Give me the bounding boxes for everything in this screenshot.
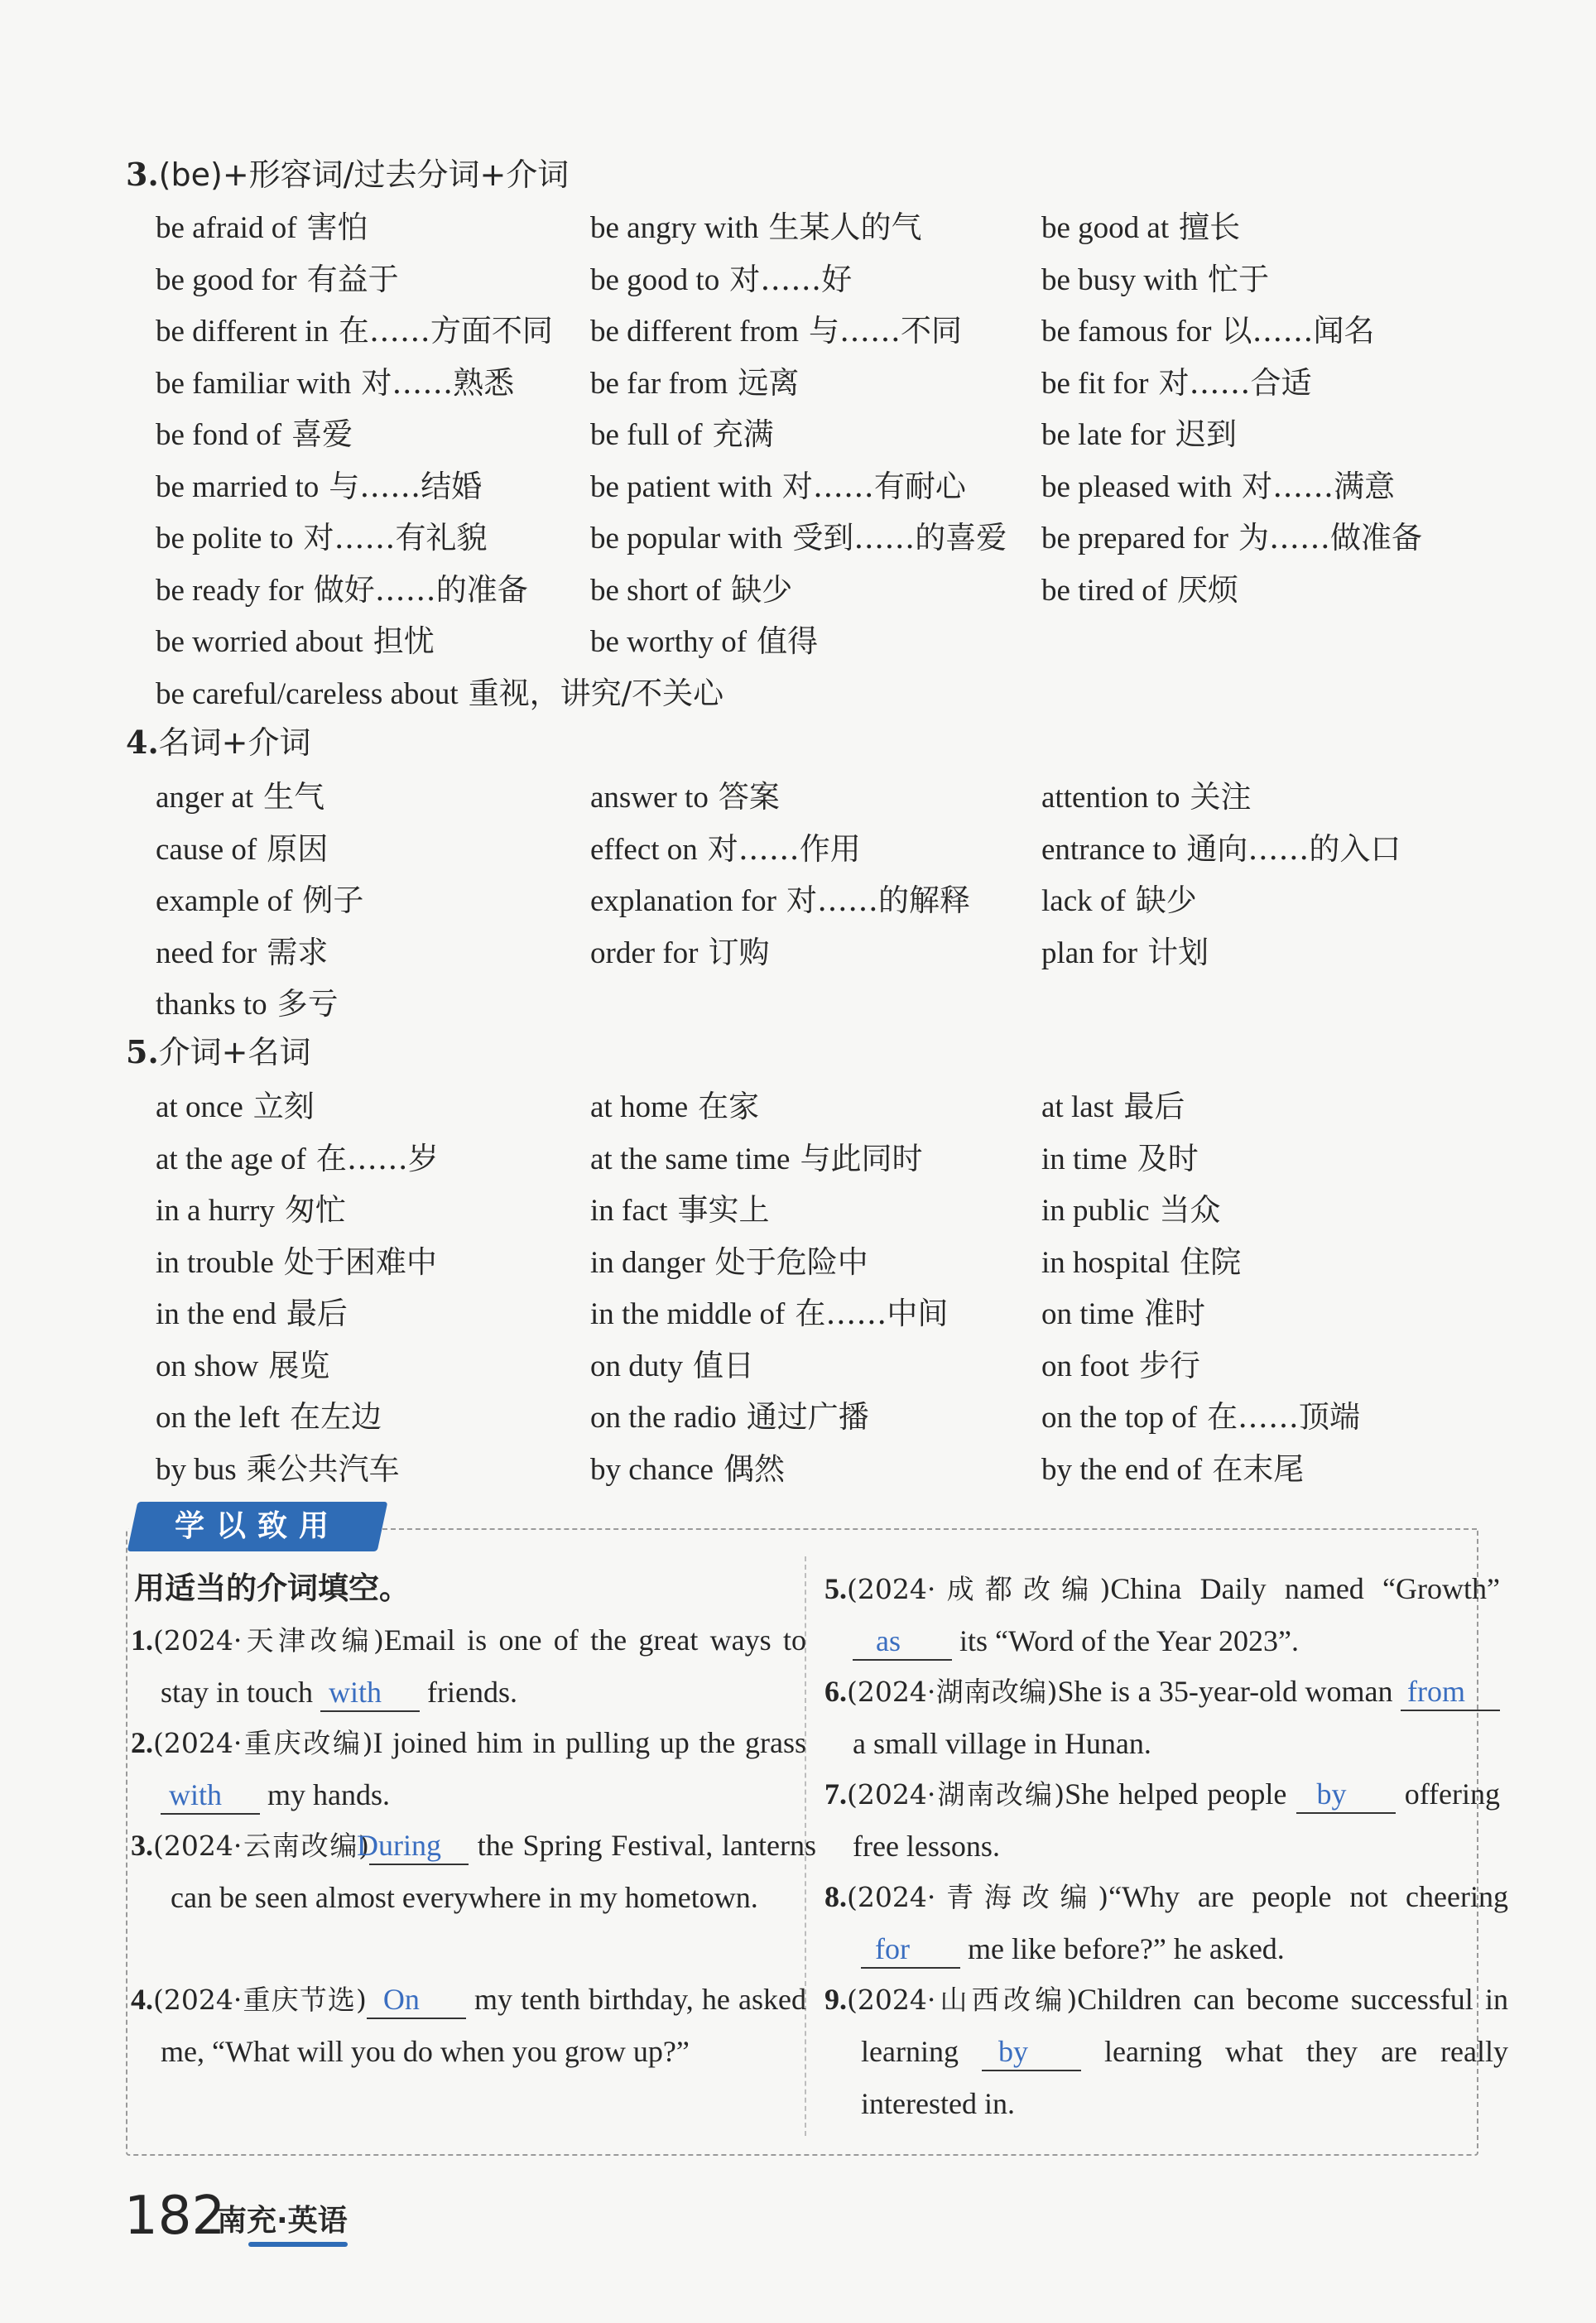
phrase-chinese: 充满 bbox=[712, 416, 774, 452]
question-text: me like before?” he asked. bbox=[960, 1932, 1285, 1965]
phrase-chinese: 原因 bbox=[267, 830, 329, 867]
phrase-chinese: 在末尾 bbox=[1212, 1450, 1305, 1487]
phrase-chinese: 最后 bbox=[286, 1296, 348, 1331]
phrase-chinese: 对……的解释 bbox=[786, 883, 970, 918]
phrase-chinese: 受到……的喜爱 bbox=[792, 520, 1007, 556]
phrase-english: be fit for bbox=[1041, 366, 1149, 401]
phrase-entry bbox=[590, 1185, 769, 1229]
answer-blank[interactable]: as bbox=[853, 1623, 952, 1661]
phrase-entry bbox=[156, 1081, 315, 1126]
phrase-english: anger at bbox=[156, 781, 254, 815]
question-source: (2024·山西改编) bbox=[847, 1984, 1078, 2016]
phrase-chinese: 最后 bbox=[1123, 1089, 1185, 1124]
question-text: She is a 35-year-old woman bbox=[1057, 1675, 1401, 1708]
phrase-english: on time bbox=[1041, 1297, 1135, 1331]
phrase-entry bbox=[1041, 1444, 1304, 1489]
phrase-chinese: 需求 bbox=[267, 934, 329, 970]
phrase-entry bbox=[1041, 1133, 1199, 1178]
phrase-english: be full of bbox=[590, 418, 703, 452]
phrase-english: at the age of bbox=[156, 1142, 306, 1176]
phrase-english: in public bbox=[1041, 1194, 1150, 1228]
question-text: my tenth birthday, he asked me, “What will you do when you grow up?” bbox=[161, 1983, 806, 2068]
phrase-chinese: 事实上 bbox=[677, 1192, 770, 1228]
phrase-chinese: 在……岁 bbox=[315, 1140, 439, 1176]
phrase-chinese: 准时 bbox=[1144, 1296, 1206, 1331]
phrase-entry bbox=[156, 358, 514, 402]
phrase-chinese: 喜爱 bbox=[291, 416, 353, 452]
phrase-chinese: 值日 bbox=[693, 1347, 755, 1383]
question-text: China Daily named “Growth” bbox=[1110, 1572, 1500, 1605]
phrase-english: be pleased with bbox=[1041, 469, 1233, 504]
phrase-english: be busy with bbox=[1041, 262, 1199, 297]
phrase-english: in time bbox=[1041, 1142, 1127, 1176]
phrase-entry bbox=[590, 772, 780, 816]
question-number: 8. bbox=[824, 1880, 847, 1913]
question-text: Children can become successful in learning bbox=[861, 1983, 1508, 2068]
phrase-english: on the top of bbox=[1041, 1401, 1198, 1435]
phrase-english: on show bbox=[156, 1349, 259, 1383]
question-3 bbox=[131, 1820, 816, 1924]
phrase-english: example of bbox=[156, 884, 293, 918]
question-source: (2024·湖南改编) bbox=[847, 1676, 1058, 1708]
phrase-chinese: 生气 bbox=[263, 779, 325, 815]
phrase-entry bbox=[156, 565, 528, 609]
section-title: 3.(be)+形容词/过去分词+介词 bbox=[126, 156, 570, 193]
phrase-english: be fond of bbox=[156, 418, 282, 452]
phrase-english: entrance to bbox=[1041, 832, 1177, 867]
question-source: (2024·云南改编) bbox=[153, 1830, 370, 1862]
answer-blank[interactable]: On bbox=[367, 1981, 466, 2019]
phrase-chinese: 多亏 bbox=[276, 986, 339, 1022]
phrase-english: in trouble bbox=[156, 1245, 274, 1280]
phrase-chinese: 处于困难中 bbox=[283, 1243, 437, 1280]
question-5 bbox=[824, 1563, 1500, 1667]
phrase-chinese: 害怕 bbox=[306, 209, 368, 245]
phrase-entry bbox=[590, 461, 966, 506]
phrase-entry bbox=[1041, 565, 1238, 609]
answer-blank[interactable]: from bbox=[1401, 1673, 1500, 1711]
phrase-entry bbox=[156, 979, 339, 1023]
phrase-english: be different in bbox=[156, 315, 329, 349]
phrase-english: be good at bbox=[1041, 211, 1170, 245]
question-4 bbox=[131, 1974, 806, 2078]
phrase-entry bbox=[156, 668, 723, 713]
phrase-chinese: 关注 bbox=[1190, 779, 1252, 815]
phrase-english: be good to bbox=[590, 262, 720, 297]
phrase-english: in hospital bbox=[1041, 1245, 1171, 1280]
phrase-entry bbox=[1041, 875, 1197, 920]
phrase-english: need for bbox=[156, 935, 257, 970]
phrase-entry bbox=[156, 616, 435, 661]
phrase-chinese: 当众 bbox=[1159, 1192, 1221, 1228]
phrase-entry bbox=[156, 254, 399, 299]
phrase-entry bbox=[1041, 409, 1237, 454]
phrase-english: be prepared for bbox=[1041, 522, 1228, 556]
question-number: 6. bbox=[824, 1675, 847, 1708]
phrase-entry bbox=[590, 927, 769, 972]
phrase-english: lack of bbox=[1041, 884, 1126, 918]
phrase-english: on the radio bbox=[590, 1401, 737, 1435]
phrase-entry bbox=[1041, 1237, 1241, 1282]
phrase-chinese: 生某人的气 bbox=[768, 209, 922, 245]
badge-label: 学以致用 bbox=[174, 1509, 340, 1543]
phrase-entry bbox=[590, 1081, 759, 1126]
phrase-entry bbox=[1041, 305, 1375, 350]
answer-blank[interactable]: with bbox=[161, 1777, 260, 1815]
question-text: She helped people bbox=[1065, 1777, 1296, 1811]
phrase-chinese: 与……不同 bbox=[809, 313, 963, 349]
phrase-entry bbox=[590, 565, 792, 609]
phrase-entry bbox=[590, 1237, 868, 1282]
phrase-entry bbox=[590, 358, 799, 402]
answer-blank[interactable]: by bbox=[982, 2033, 1081, 2071]
phrase-entry bbox=[590, 1444, 785, 1489]
phrase-english: be late for bbox=[1041, 418, 1166, 452]
phrase-entry bbox=[1041, 512, 1422, 557]
question-text: my hands. bbox=[260, 1778, 390, 1811]
phrase-chinese: 对……有礼貌 bbox=[303, 520, 488, 556]
phrase-entry bbox=[590, 824, 861, 868]
phrase-chinese: 立刻 bbox=[252, 1089, 315, 1124]
phrase-chinese: 对……有耐心 bbox=[781, 468, 966, 504]
phrase-chinese: 对……合适 bbox=[1158, 364, 1312, 401]
section-title: 4.名词+介词 bbox=[126, 724, 311, 761]
phrase-entry bbox=[156, 1133, 439, 1178]
phrase-entry bbox=[156, 824, 328, 868]
phrase-entry bbox=[156, 1237, 437, 1282]
phrase-entry bbox=[1041, 1081, 1185, 1126]
phrase-english: effect on bbox=[590, 832, 698, 867]
question-1 bbox=[131, 1614, 806, 1719]
phrase-entry bbox=[590, 512, 1007, 557]
phrase-chinese: 担忧 bbox=[373, 623, 435, 659]
phrase-chinese: 缺少 bbox=[731, 571, 793, 608]
question-source: (2024·重庆节选) bbox=[153, 1984, 367, 2016]
answer-blank[interactable]: During bbox=[369, 1827, 469, 1865]
phrase-english: on duty bbox=[590, 1349, 684, 1383]
phrase-english: be familiar with bbox=[156, 366, 352, 401]
phrase-english: at last bbox=[1041, 1090, 1114, 1124]
phrase-english: attention to bbox=[1041, 781, 1180, 815]
phrase-entry bbox=[1041, 772, 1252, 816]
phrase-entry bbox=[156, 512, 487, 557]
phrase-english: at once bbox=[156, 1090, 243, 1124]
phrase-english: on foot bbox=[1041, 1349, 1129, 1383]
phrase-chinese: 在……中间 bbox=[795, 1296, 949, 1331]
phrase-english: be married to bbox=[156, 469, 320, 504]
phrase-entry bbox=[1041, 254, 1269, 299]
phrase-english: by bus bbox=[156, 1452, 237, 1487]
phrase-entry bbox=[156, 202, 368, 247]
question-text: its “Word of the Year 2023”. bbox=[952, 1624, 1300, 1657]
phrase-english: be popular with bbox=[590, 522, 783, 556]
question-text: “Why are people not cheering bbox=[1108, 1880, 1508, 1913]
phrase-entry bbox=[156, 1444, 400, 1489]
phrase-entry bbox=[1041, 927, 1209, 972]
phrase-english: be ready for bbox=[156, 573, 304, 608]
phrase-chinese: 做好……的准备 bbox=[313, 571, 528, 608]
question-8 bbox=[824, 1871, 1508, 1975]
phrase-english: by the end of bbox=[1041, 1452, 1203, 1487]
phrase-english: in the end bbox=[156, 1297, 276, 1331]
phrase-chinese: 在家 bbox=[698, 1089, 760, 1124]
phrase-english: be careful/careless about bbox=[156, 676, 459, 711]
phrase-chinese: 与……结婚 bbox=[329, 468, 483, 504]
phrase-chinese: 通向……的入口 bbox=[1186, 830, 1401, 867]
phrase-english: be famous for bbox=[1041, 315, 1212, 349]
phrase-english: in fact bbox=[590, 1194, 668, 1228]
phrase-entry bbox=[1041, 1392, 1360, 1436]
phrase-chinese: 例子 bbox=[302, 883, 364, 918]
phrase-chinese: 缺少 bbox=[1135, 883, 1197, 918]
phrase-english: be far from bbox=[590, 366, 728, 401]
question-text: I joined him in pulling up the grass bbox=[373, 1726, 806, 1759]
phrase-chinese: 为……做准备 bbox=[1238, 520, 1422, 556]
section-title: 5.介词+名词 bbox=[126, 1033, 311, 1070]
phrase-entry bbox=[590, 1392, 869, 1436]
phrase-english: be tired of bbox=[1041, 573, 1168, 608]
phrase-entry bbox=[590, 875, 970, 920]
question-text: the Spring Festival, lanterns can be seen almost everywhere in my hometown. bbox=[171, 1829, 816, 1914]
answer-blank[interactable]: for bbox=[861, 1931, 960, 1969]
phrase-chinese: 以……闻名 bbox=[1221, 313, 1375, 349]
phrase-entry bbox=[1041, 1185, 1221, 1229]
phrase-entry bbox=[156, 305, 553, 350]
question-number: 9. bbox=[824, 1983, 847, 2016]
phrase-entry bbox=[590, 305, 962, 350]
phrase-entry bbox=[590, 1133, 922, 1178]
phrase-english: be worried about bbox=[156, 625, 363, 659]
phrase-entry bbox=[590, 616, 818, 661]
phrase-chinese: 乘公共汽车 bbox=[246, 1450, 400, 1487]
phrase-english: be good for bbox=[156, 262, 297, 297]
phrase-chinese: 偶然 bbox=[723, 1450, 785, 1487]
question-number: 7. bbox=[824, 1777, 847, 1811]
question-source: (2024·重庆改编) bbox=[153, 1727, 373, 1759]
phrase-chinese: 与此同时 bbox=[800, 1140, 923, 1176]
phrase-chinese: 处于危险中 bbox=[714, 1243, 868, 1280]
phrase-chinese: 在……方面不同 bbox=[338, 313, 553, 349]
phrase-chinese: 对……熟悉 bbox=[361, 364, 515, 401]
phrase-english: by chance bbox=[590, 1452, 714, 1487]
phrase-chinese: 远离 bbox=[738, 364, 800, 401]
phrase-chinese: 匆忙 bbox=[284, 1192, 346, 1228]
question-number: 5. bbox=[824, 1572, 847, 1605]
phrase-english: in a hurry bbox=[156, 1194, 275, 1228]
phrase-english: in the middle of bbox=[590, 1297, 786, 1331]
phrase-chinese: 迟到 bbox=[1175, 416, 1237, 452]
phrase-entry bbox=[156, 772, 324, 816]
phrase-entry bbox=[1041, 461, 1395, 506]
phrase-entry bbox=[1041, 1340, 1200, 1385]
phrase-entry bbox=[156, 1185, 346, 1229]
phrase-chinese: 答案 bbox=[718, 779, 780, 815]
phrase-entry bbox=[1041, 358, 1311, 402]
question-source: (2024·青海改编) bbox=[847, 1881, 1109, 1913]
question-6 bbox=[824, 1666, 1500, 1770]
phrase-english: be patient with bbox=[590, 469, 772, 504]
question-source: (2024·成都改编) bbox=[847, 1573, 1111, 1605]
practice-badge bbox=[132, 1502, 382, 1551]
answer-blank[interactable]: with bbox=[320, 1674, 420, 1712]
phrase-english: at home bbox=[590, 1090, 689, 1124]
phrase-chinese: 通过广播 bbox=[746, 1399, 869, 1435]
phrase-entry bbox=[1041, 1288, 1205, 1333]
practice-box-top-border bbox=[382, 1528, 1477, 1530]
phrase-entry bbox=[590, 1340, 754, 1385]
footer-label: 南充·英语 bbox=[217, 2204, 348, 2238]
phrase-entry bbox=[590, 254, 852, 299]
page-number: 182 bbox=[124, 2186, 226, 2247]
question-number: 1. bbox=[131, 1623, 153, 1657]
phrase-entry bbox=[156, 927, 328, 972]
question-7 bbox=[824, 1768, 1500, 1873]
phrase-chinese: 计划 bbox=[1147, 934, 1209, 970]
phrase-chinese: 值得 bbox=[757, 623, 819, 659]
phrase-chinese: 厌烦 bbox=[1177, 571, 1239, 608]
phrase-entry bbox=[156, 1340, 329, 1385]
phrase-chinese: 在左边 bbox=[290, 1399, 382, 1435]
phrase-entry bbox=[156, 875, 363, 920]
phrase-english: be angry with bbox=[590, 211, 759, 245]
phrase-english: thanks to bbox=[156, 988, 267, 1022]
phrase-entry bbox=[156, 1392, 382, 1436]
footer-accent-bar bbox=[248, 2242, 348, 2247]
question-number: 3. bbox=[131, 1829, 153, 1862]
question-number: 4. bbox=[131, 1983, 153, 2016]
phrase-english: at the same time bbox=[590, 1142, 791, 1176]
phrase-english: be polite to bbox=[156, 522, 294, 556]
phrase-entry bbox=[590, 1288, 948, 1333]
question-9 bbox=[824, 1974, 1508, 2130]
phrase-english: be short of bbox=[590, 573, 722, 608]
phrase-chinese: 展览 bbox=[268, 1347, 330, 1383]
phrase-english: answer to bbox=[590, 781, 709, 815]
phrase-entry bbox=[1041, 202, 1240, 247]
instruction: 用适当的介词填空。 bbox=[134, 1570, 410, 1606]
question-text: offering free lessons. bbox=[853, 1777, 1500, 1863]
phrase-entry bbox=[590, 202, 921, 247]
phrase-chinese: 住院 bbox=[1180, 1243, 1242, 1280]
phrase-entry bbox=[156, 409, 353, 454]
question-text: friends. bbox=[419, 1676, 517, 1709]
phrase-english: on the left bbox=[156, 1401, 281, 1435]
answer-blank[interactable]: by bbox=[1296, 1776, 1396, 1814]
phrase-english: plan for bbox=[1041, 935, 1138, 970]
phrase-english: be afraid of bbox=[156, 211, 297, 245]
phrase-chinese: 对……好 bbox=[729, 261, 853, 297]
phrase-chinese: 步行 bbox=[1138, 1347, 1200, 1383]
phrase-entry bbox=[156, 1288, 348, 1333]
question-number: 2. bbox=[131, 1726, 153, 1759]
phrase-chinese: 在……顶端 bbox=[1207, 1399, 1361, 1435]
question-2 bbox=[131, 1717, 806, 1821]
phrase-chinese: 对……满意 bbox=[1242, 468, 1396, 504]
question-text: a small village in Hunan. bbox=[853, 1727, 1151, 1760]
phrase-english: be different from bbox=[590, 315, 800, 349]
phrase-english: order for bbox=[590, 935, 699, 970]
question-text: learning what they are really interested in. bbox=[861, 2035, 1508, 2120]
phrase-chinese: 忙于 bbox=[1208, 261, 1270, 297]
phrase-chinese: 有益于 bbox=[306, 261, 399, 297]
phrase-english: be worthy of bbox=[590, 625, 748, 659]
phrase-english: in danger bbox=[590, 1245, 705, 1280]
phrase-entry bbox=[1041, 824, 1401, 868]
question-source: (2024·湖南改编) bbox=[847, 1778, 1065, 1811]
phrase-english: cause of bbox=[156, 832, 257, 867]
phrase-chinese: 订购 bbox=[708, 934, 770, 970]
question-source: (2024·天津改编) bbox=[153, 1624, 384, 1657]
phrase-chinese: 重视，讲究/不关心 bbox=[468, 675, 724, 711]
phrase-entry bbox=[590, 409, 774, 454]
phrase-chinese: 对……作用 bbox=[707, 830, 861, 867]
phrase-english: explanation for bbox=[590, 884, 776, 918]
phrase-chinese: 及时 bbox=[1137, 1140, 1199, 1176]
phrase-chinese: 擅长 bbox=[1179, 209, 1241, 245]
question-text: Email is one of the great ways to stay in touch bbox=[161, 1623, 806, 1709]
phrase-entry bbox=[156, 461, 482, 506]
